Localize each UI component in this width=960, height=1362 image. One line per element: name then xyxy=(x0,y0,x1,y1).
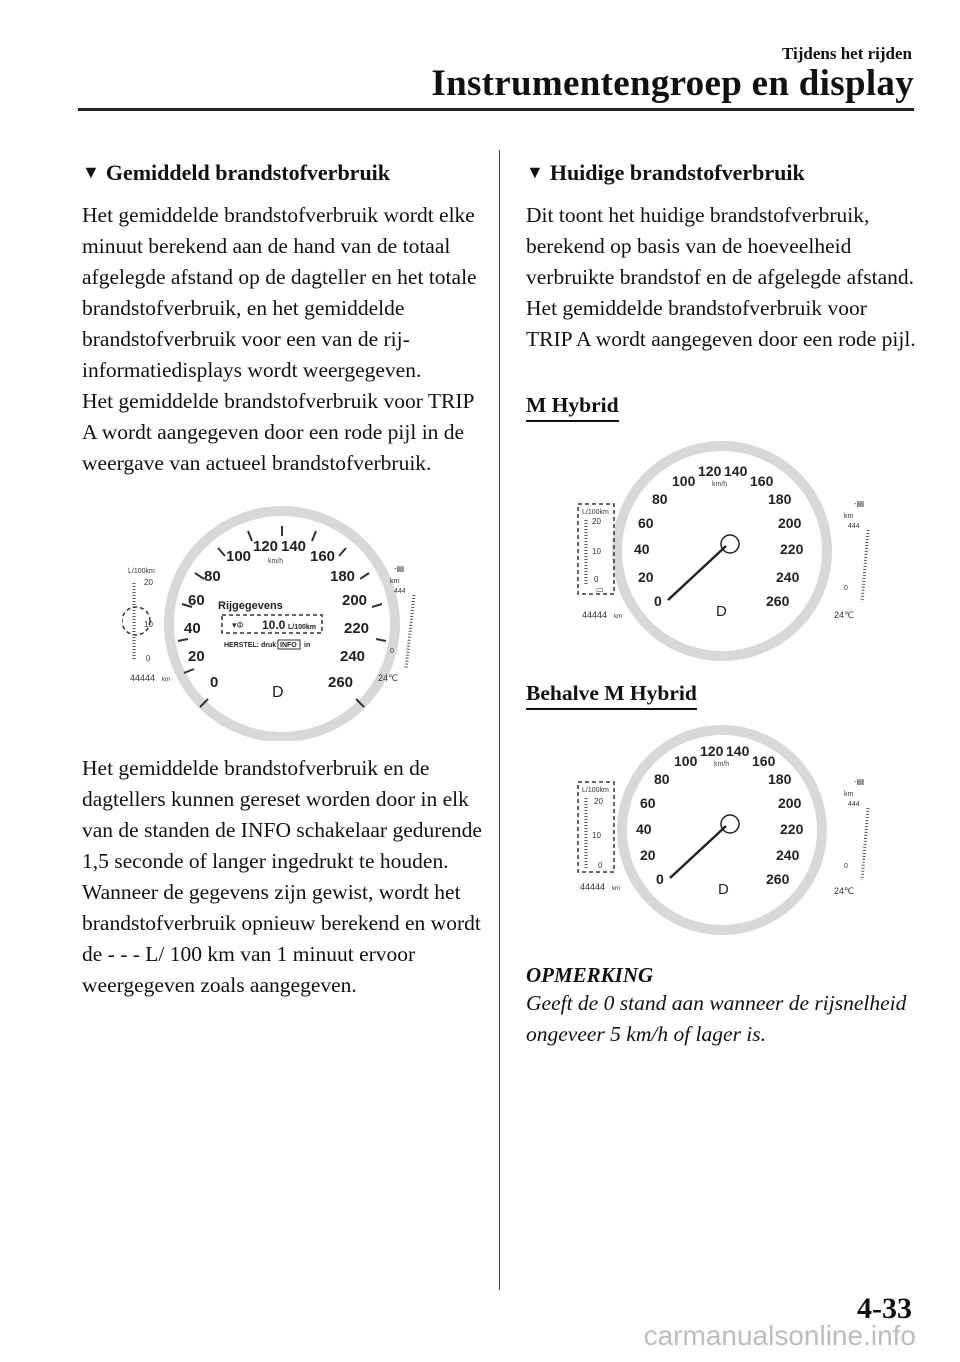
range-value: 444 xyxy=(394,588,406,595)
odometer-unit: km xyxy=(162,677,170,683)
gear-indicator: D xyxy=(716,603,727,620)
right-paragraph-2: Het gemiddelde brandstofverbruik voor TRIP A wordt aangegeven door een rode pijl. xyxy=(526,296,916,351)
subheading-m-hybrid: M Hybrid xyxy=(526,393,619,422)
odometer-unit: km xyxy=(614,614,622,620)
speed-label-140: 140 xyxy=(726,743,750,759)
info-button-label: INFO xyxy=(280,642,297,649)
speed-label-20: 20 xyxy=(188,648,205,665)
speed-label-0: 0 xyxy=(654,593,662,609)
fuel-label-10: 10 xyxy=(144,620,153,629)
fuel-gauge-icon: -▤ xyxy=(394,564,405,573)
fuel-gauge-icon: -▤ xyxy=(854,499,865,508)
speed-label-240: 240 xyxy=(340,648,366,665)
info-unit: L/100km xyxy=(288,624,317,631)
gauge-m-hybrid xyxy=(572,436,902,661)
gauge-average-consumption xyxy=(122,501,462,741)
info-reset-text: HERSTEL: druk xyxy=(224,642,277,649)
speed-label-80: 80 xyxy=(652,491,668,507)
speed-label-60: 60 xyxy=(640,795,656,811)
speed-label-80: 80 xyxy=(204,568,221,585)
speed-label-60: 60 xyxy=(188,592,205,609)
fuel-level-bar xyxy=(862,530,868,602)
triangle-bullet-icon: ▼ xyxy=(82,162,100,182)
fuel-pump-icon: ▾Φ xyxy=(232,620,244,630)
fuel-label-0: 0 xyxy=(598,861,603,870)
gear-indicator: D xyxy=(272,684,284,701)
section-label: Tijdens het rijden xyxy=(781,44,912,63)
range-value: 444 xyxy=(848,801,860,808)
triangle-bullet-icon: ▼ xyxy=(526,162,544,182)
speed-label-160: 160 xyxy=(750,473,774,489)
gauge-non-hybrid xyxy=(572,722,902,937)
temperature-value: 24℃ xyxy=(378,673,399,683)
speed-label-100: 100 xyxy=(674,753,698,769)
speed-label-220: 220 xyxy=(780,541,804,557)
left-paragraph-2: Het gemiddelde brandstofverbruik voor TRIP A wordt aangegeven door een rode pijl in de weergave van actueel brandstofverbruik. xyxy=(82,389,474,475)
column-divider xyxy=(499,150,500,1290)
odometer-unit: km xyxy=(612,886,620,892)
fuel-gauge-icon: -▤ xyxy=(854,777,865,786)
info-value: 10.0 xyxy=(262,618,286,632)
speed-unit-label: km/h xyxy=(714,761,730,768)
speed-label-20: 20 xyxy=(638,569,654,585)
odometer-value: 44444 xyxy=(582,610,608,620)
speed-label-180: 180 xyxy=(768,491,792,507)
range-zero: 0 xyxy=(844,585,848,592)
speed-label-160: 160 xyxy=(310,548,336,565)
fuel-consumption-unit: L/100km xyxy=(582,509,609,516)
temperature-value: 24℃ xyxy=(834,886,855,896)
speed-label-200: 200 xyxy=(778,515,802,531)
fuel-level-bar xyxy=(406,595,414,669)
speed-label-240: 240 xyxy=(776,569,800,585)
note-body: Geeft de 0 stand aan wanneer de rijsnelheid ongeveer 5 km/h of lager is. xyxy=(526,991,907,1046)
fuel-consumption-box xyxy=(578,782,614,872)
speed-label-100: 100 xyxy=(672,473,696,489)
speed-label-120: 120 xyxy=(700,743,724,759)
range-unit: km xyxy=(844,513,854,520)
odometer-value: 44444 xyxy=(580,882,606,892)
right-column xyxy=(526,160,916,1050)
speed-label-200: 200 xyxy=(778,795,802,811)
speed-label-260: 260 xyxy=(766,593,790,609)
fuel-consumption-unit: L/100km xyxy=(128,568,155,575)
range-value: 444 xyxy=(848,523,860,530)
fuel-label-10: 10 xyxy=(592,547,601,556)
speed-label-180: 180 xyxy=(768,771,792,787)
speed-label-60: 60 xyxy=(638,515,654,531)
speed-label-100: 100 xyxy=(226,548,252,565)
speed-label-40: 40 xyxy=(184,620,201,637)
heading-current-consumption: ▼ Huidige brandstofverbruik xyxy=(526,160,805,185)
speed-label-120: 120 xyxy=(698,463,722,479)
fuel-label-0: 0 xyxy=(146,654,151,663)
fuel-label-0: 0 xyxy=(594,575,599,584)
speed-label-180: 180 xyxy=(330,568,356,585)
fuel-label-20: 20 xyxy=(594,797,603,806)
range-zero: 0 xyxy=(390,648,394,655)
fuel-level-bar xyxy=(862,808,868,880)
range-zero: 0 xyxy=(844,863,848,870)
watermark: carmanualsonline.info xyxy=(643,1320,916,1351)
page-number: 4-33 xyxy=(857,1292,912,1325)
speed-label-220: 220 xyxy=(344,620,370,637)
speed-label-200: 200 xyxy=(342,592,368,609)
fuel-consumption-unit: L/100km xyxy=(582,787,609,794)
speed-label-220: 220 xyxy=(780,821,804,837)
info-title: Rijgegevens xyxy=(218,600,283,612)
range-unit: km xyxy=(390,578,400,585)
left-paragraph-1: Het gemiddelde brandstofverbruik wordt elke minuut berekend aan de hand van de totaal afgelegde afstand op de dagteller en het totale brandstofverbruik, en het gemiddelde brandstofverbruik voor een van de rij-informatiedisplays wordt weergegeven. xyxy=(82,203,477,382)
odometer-value: 44444 xyxy=(130,673,156,683)
heading-average-consumption: ▼ Gemiddeld brandstofverbruik xyxy=(82,160,391,185)
speed-label-20: 20 xyxy=(640,847,656,863)
battery-icon: ▭ xyxy=(596,585,604,594)
speed-label-260: 260 xyxy=(766,871,790,887)
page-title: Instrumentengroep en display xyxy=(431,63,914,104)
info-reset-suffix: in xyxy=(304,642,311,649)
subheading-non-hybrid: Behalve M Hybrid xyxy=(526,681,697,710)
speed-label-240: 240 xyxy=(776,847,800,863)
left-column xyxy=(82,160,482,1001)
gear-indicator: D xyxy=(718,881,729,898)
speed-unit-label: km/h xyxy=(712,481,728,488)
speed-label-120: 120 xyxy=(253,538,279,555)
fuel-label-20: 20 xyxy=(592,517,601,526)
left-paragraph-3: Het gemiddelde brandstofverbruik en de dagtellers kunnen gereset worden door in elk van de standen de INFO schakelaar gedurende 1,5 seconde of langer ingedrukt te houden. Wanneer de gegevens zijn gewist, wordt het brandstofverbruik opnieuw berekend en wordt de - - - L/ 100 km van 1 minuut ervoor weergegeven zoals aangegeven. xyxy=(82,756,482,997)
speed-label-40: 40 xyxy=(634,541,650,557)
temperature-value: 24℃ xyxy=(834,610,855,620)
speed-label-160: 160 xyxy=(752,753,776,769)
speed-label-0: 0 xyxy=(656,871,664,887)
fuel-label-20: 20 xyxy=(144,578,153,587)
speed-unit-label: km/h xyxy=(268,558,284,565)
speed-label-80: 80 xyxy=(654,771,670,787)
speed-label-40: 40 xyxy=(636,821,652,837)
fuel-label-10: 10 xyxy=(592,831,601,840)
speed-label-0: 0 xyxy=(210,674,219,691)
note-title: OPMERKING xyxy=(526,963,654,987)
speed-label-260: 260 xyxy=(328,674,354,691)
range-unit: km xyxy=(844,791,854,798)
speed-label-140: 140 xyxy=(281,538,307,555)
right-paragraph-1: Dit toont het huidige brandstofverbruik, berekend op basis van de hoeveelheid verbruikte brandstof en de afgelegde afstand. xyxy=(526,203,915,289)
header-rule xyxy=(78,108,914,111)
speed-label-140: 140 xyxy=(724,463,748,479)
